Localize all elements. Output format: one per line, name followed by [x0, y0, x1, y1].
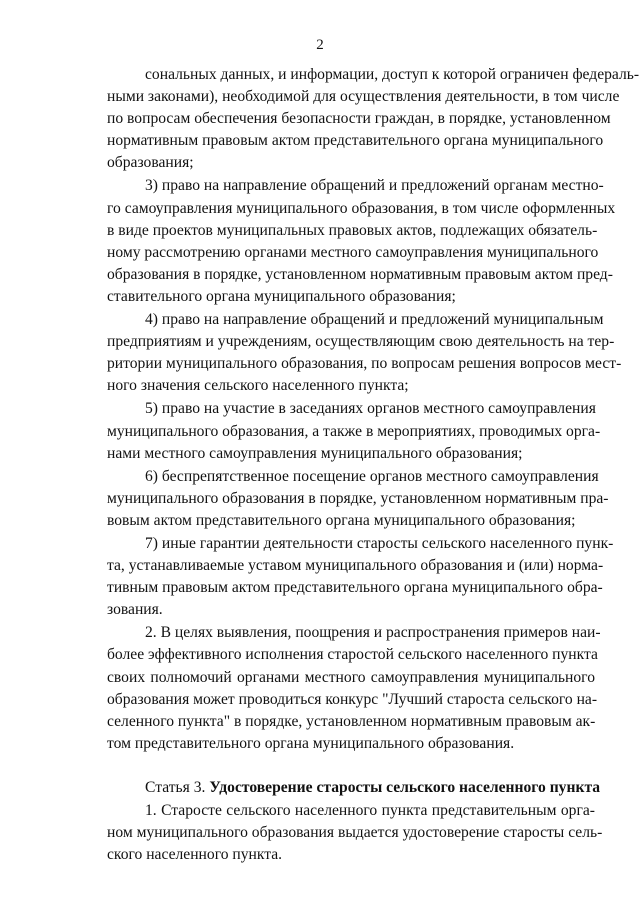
text-line: образования в порядке, установленном нормативным правовым актом пред- — [107, 265, 613, 283]
text-line: образования; — [107, 154, 194, 172]
text-line: сональных данных, и информации, доступ к которой ограничен федераль- — [145, 66, 640, 83]
text-line: в виде проектов муниципальных правовых актов, подлежащих обязатель- — [107, 221, 598, 239]
paragraph — [107, 533, 614, 621]
paragraph — [107, 64, 640, 174]
paragraph — [107, 398, 601, 464]
text-line: том представительного органа муниципального образования. — [107, 734, 515, 752]
text-line: нами местного самоуправления муниципального образования; — [107, 444, 523, 462]
article-heading — [107, 777, 601, 799]
text-line: ставительного органа муниципального образования; — [107, 287, 456, 305]
text-line: ритории муниципального образования, по вопросам решения вопросов мест- — [107, 355, 622, 373]
paragraph — [107, 466, 609, 532]
article-body — [107, 800, 603, 866]
text-line: по вопросам обеспечения безопасности граждан, в порядке, установленном — [107, 110, 611, 128]
article-title: Удостоверение старосты сельского населенного пункта — [209, 778, 601, 796]
article-heading-block — [107, 777, 601, 799]
article-prefix: Статья 3. — [145, 778, 210, 796]
text-line: образования может проводиться конкурс "Лучший староста сельского на- — [107, 690, 598, 708]
text-line: тивным правовым актом представительного органа муниципального обра- — [107, 579, 603, 597]
text-line: 5) право на участие в заседаниях органов местного самоуправления — [145, 400, 596, 418]
text-line: селенного пункта" в порядке, установленном нормативным правовым ак- — [107, 712, 596, 730]
paragraph — [107, 309, 622, 397]
text-line: муниципального образования в порядке, установленном нормативным пра- — [107, 489, 609, 507]
text-line: та, устанавливаемые уставом муниципального образования и (или) норма- — [107, 557, 604, 575]
text-line: ному рассмотрению органами местного самоуправления муниципального — [107, 243, 599, 261]
section-spacer — [107, 755, 595, 777]
paragraph-list — [107, 64, 640, 755]
text-line: го самоуправления муниципального образования, в том числе оформленных — [107, 199, 616, 217]
text-line: зования. — [107, 601, 163, 619]
text-line: 7) иные гарантии деятельности старосты сельского населенного пунк- — [145, 534, 614, 552]
text-line: предприятиям и учреждениям, осуществляющим свою деятельность на тер- — [107, 333, 615, 351]
document-body — [107, 64, 640, 866]
page-number: 2 — [316, 37, 324, 53]
text-line: 4) право на направление обращений и предложений муниципальным — [145, 311, 604, 329]
text-line: ном муниципального образования выдается удостоверение старосты сель- — [107, 824, 603, 842]
text-line: муниципального образования, а также в мероприятиях, проводимых орга- — [107, 422, 601, 440]
text-line: своих полномочий органами местного самоуправления муниципального — [107, 668, 595, 686]
text-line: вовым актом представительного органа муниципального образования; — [107, 511, 576, 529]
text-line: нормативным правовым актом представительного органа муниципального — [107, 132, 604, 150]
text-line: 2. В целях выявления, поощрения и распространения примеров наи- — [145, 624, 601, 642]
paragraph — [107, 622, 601, 755]
text-line: ского населенного пункта. — [107, 846, 283, 864]
text-line: 6) беспрепятственное посещение органов местного самоуправления — [145, 467, 599, 485]
text-line: ными законами), необходимой для осуществления деятельности, в том числе — [107, 88, 620, 106]
paragraph — [107, 175, 616, 308]
text-line: 1. Старосте сельского населенного пункта представительным орга- — [145, 802, 595, 819]
text-line: более эффективного исполнения старостой сельского населенного пункта — [107, 646, 598, 664]
text-line: ного значения сельского населенного пункта; — [107, 377, 409, 395]
text-line: 3) право на направление обращений и предложений органам местно- — [145, 177, 604, 195]
